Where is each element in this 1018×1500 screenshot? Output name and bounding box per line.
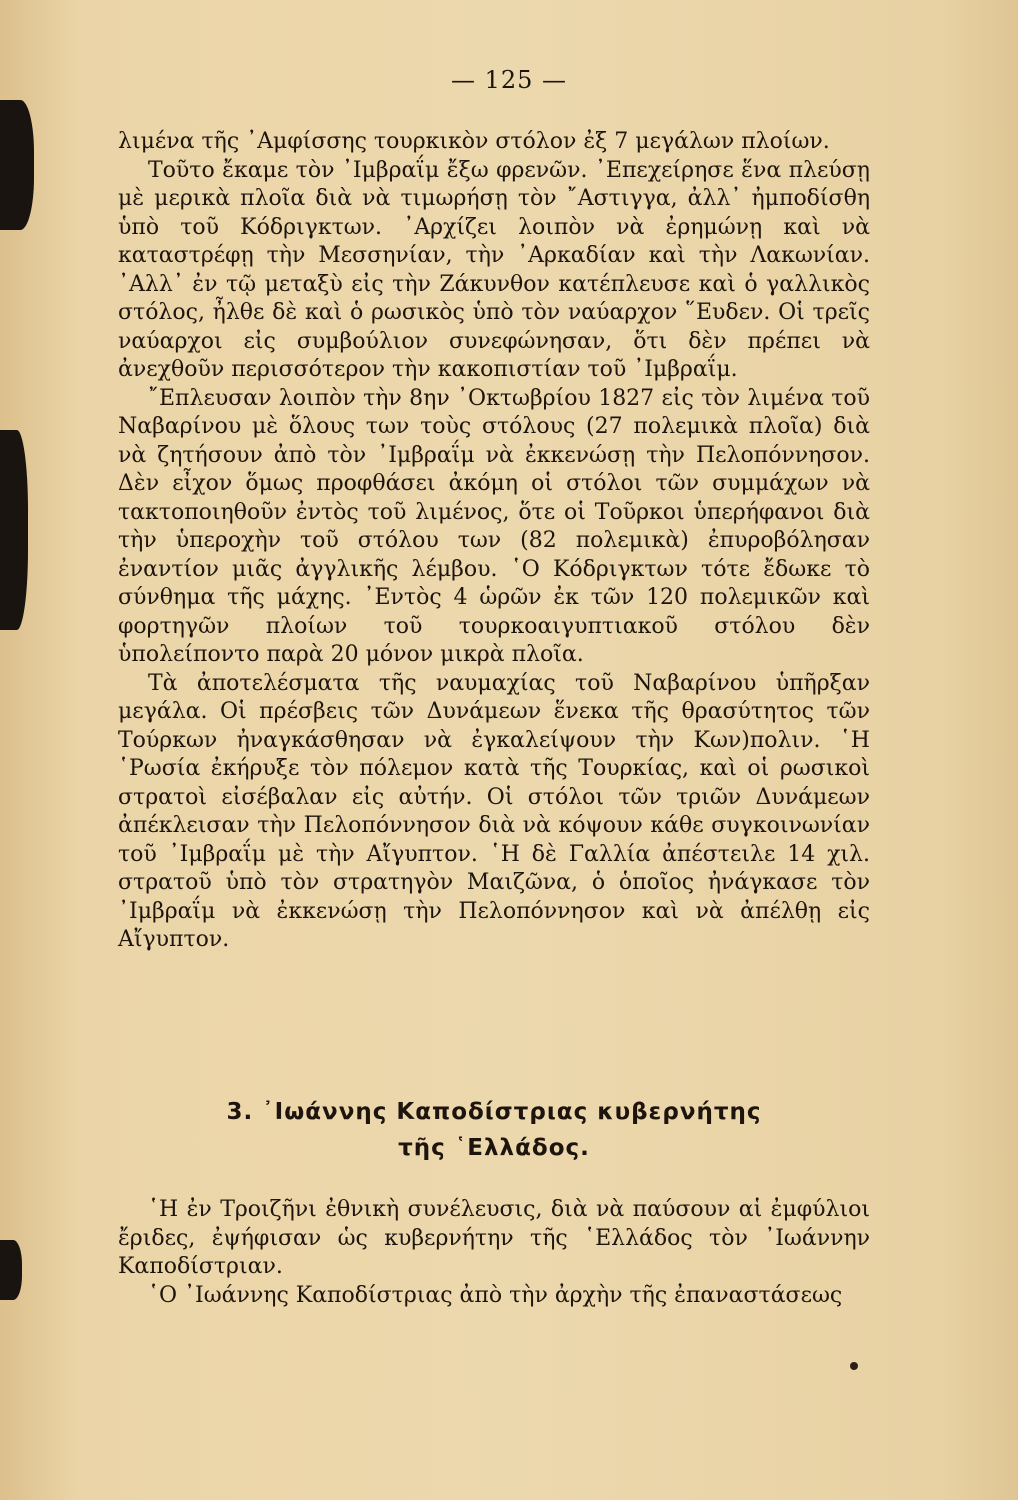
page-number: — 125 — <box>450 66 568 94</box>
paragraph: Τοῦτο ἔκαμε τὸν ᾿Ιμβραΐμ ἔξω φρενῶν. ᾿Επεχείρησε ἕνα πλεύσῃ μὲ μερικὰ πλοῖα διὰ νὰ τιμωρήσῃ τὸν ῎Αστιγγα, ἀλλ᾿ ἠμποδίσθη ὑπὸ τοῦ Κόδριγκτων. ᾿Αρχίζει λοιπὸν νὰ ἐρημώνῃ καὶ νὰ καταστρέφῃ τὴν Μεσσηνίαν, τὴν ᾿Αρκαδίαν καὶ τὴν Λακωνίαν. ᾿Αλλ᾿ ἐν τῷ μεταξὺ εἰς τὴν Ζάκυνθον κατέπλευσε καὶ ὁ γαλλικὸς στόλος, ἦλθε δὲ καὶ ὁ ρωσικὸς ὑπὸ τὸν ναύαρχον ῞Ευδεν. Οἱ τρεῖς ναύαρχοι εἰς συμβούλιον συνεφώνησαν, ὅτι δὲν πρέπει νὰ ἀνεχθοῦν περισσότερον τὴν κακοπιστίαν τοῦ ᾿Ιμβραΐμ. <box>118 157 870 382</box>
burnt-edge-middle <box>0 430 28 630</box>
section-text <box>118 128 870 955</box>
heading-line-2: τῆς ῾Ελλάδος. <box>398 1135 590 1161</box>
paragraph: ῾Η ἐν Τροιζῆνι ἐθνικὴ συνέλευσις, διὰ νὰ παύσουν αἱ ἐμφύλιοι ἔριδες, ἐψήφισαν ὡς κυβερνήτην τῆς ῾Ελλάδος τὸν ᾿Ιωάννην Καποδίστριαν. <box>118 1197 870 1279</box>
heading-line-1: 3. ᾿Ιωάννης Καποδίστριας κυβερνήτης <box>226 1099 762 1125</box>
section-text <box>118 1196 870 1310</box>
paragraph: Τὰ ἀποτελέσματα τῆς ναυμαχίας τοῦ Ναβαρίνου ὑπῆρξαν μεγάλα. Οἱ πρέσβεις τῶν Δυνάμεων ἕνεκα τῆς θρασύτητος τῶν Τούρκων ἠναγκάσθησαν νὰ ἐγκαλείψουν τὴν Κων)πολιν. ῾Η ῾Ρωσία ἐκήρυξε τὸν πόλεμον κατὰ τῆς Τουρκίας, καὶ οἱ ρωσικοὶ στρατοὶ εἰσέβαλαν εἰς αὐτήν. Οἱ στόλοι τῶν τριῶν Δυνάμεων ἀπέκλεισαν τὴν Πελοπόννησον διὰ νὰ κόψουν κάθε συγκοινωνίαν τοῦ ᾿Ιμβραΐμ μὲ τὴν Αἴγυπτον. ῾Η δὲ Γαλλία ἀπέστειλε 14 χιλ. στρατοῦ ὑπὸ τὸν στρατηγὸν Μαιζῶνα, ὁ ὁποῖος ἠνάγκασε τὸν ᾿Ιμβραΐμ νὰ ἐκκενώσῃ τὴν Πελοπόννησον καὶ νὰ ἀπέλθῃ εἰς Αἴγυπτον. <box>118 670 870 952</box>
burnt-edge-top <box>0 100 34 230</box>
ink-speck <box>850 1362 858 1370</box>
burnt-edge-lower <box>0 1240 22 1300</box>
paragraph: ῾Ο ᾿Ιωάννης Καποδίστριας ἀπὸ τὴν ἀρχὴν τῆς ἐπαναστάσεως <box>148 1282 843 1308</box>
paragraph: ῎Επλευσαν λοιπὸν τὴν 8ην ᾿Οκτωβρίου 1827 εἰς τὸν λιμένα τοῦ Ναβαρίνου μὲ ὅλους των τοὺς στόλους (27 πολεμικὰ πλοῖα) διὰ νὰ ζητήσουν ἀπὸ τὸν ᾿Ιμβραΐμ νὰ ἐκκενώσῃ τὴν Πελοπόννησον. Δὲν εἶχον ὅμως προφθάσει ἀκόμη οἱ στόλοι τῶν συμμάχων νὰ τακτοποιηθοῦν ἐντὸς τοῦ λιμένος, ὅτε οἱ Τοῦρκοι ὑπερήφανοι διὰ τὴν ὑπεροχὴν τοῦ στόλου των (82 πολεμικὰ) ἐπυροβόλησαν ἐναντίον μιᾶς ἀγγλικῆς λέμβου. ῾Ο Κόδριγκτων τότε ἔδωκε τὸ σύνθημα τῆς μάχης. ᾿Εντὸς 4 ὡρῶν ἐκ τῶν 120 πολεμικῶν καὶ φορτηγῶν πλοίων τοῦ τουρκοαιγυπτιακοῦ στόλου δὲν ὑπολείποντο παρὰ 20 μόνον μικρὰ πλοῖα. <box>118 385 870 667</box>
section-heading <box>118 1094 870 1166</box>
paragraph: λιμένα τῆς ᾿Αμφίσσης τουρκικὸν στόλον ἐξ 7 μεγάλων πλοίων. <box>118 129 830 154</box>
